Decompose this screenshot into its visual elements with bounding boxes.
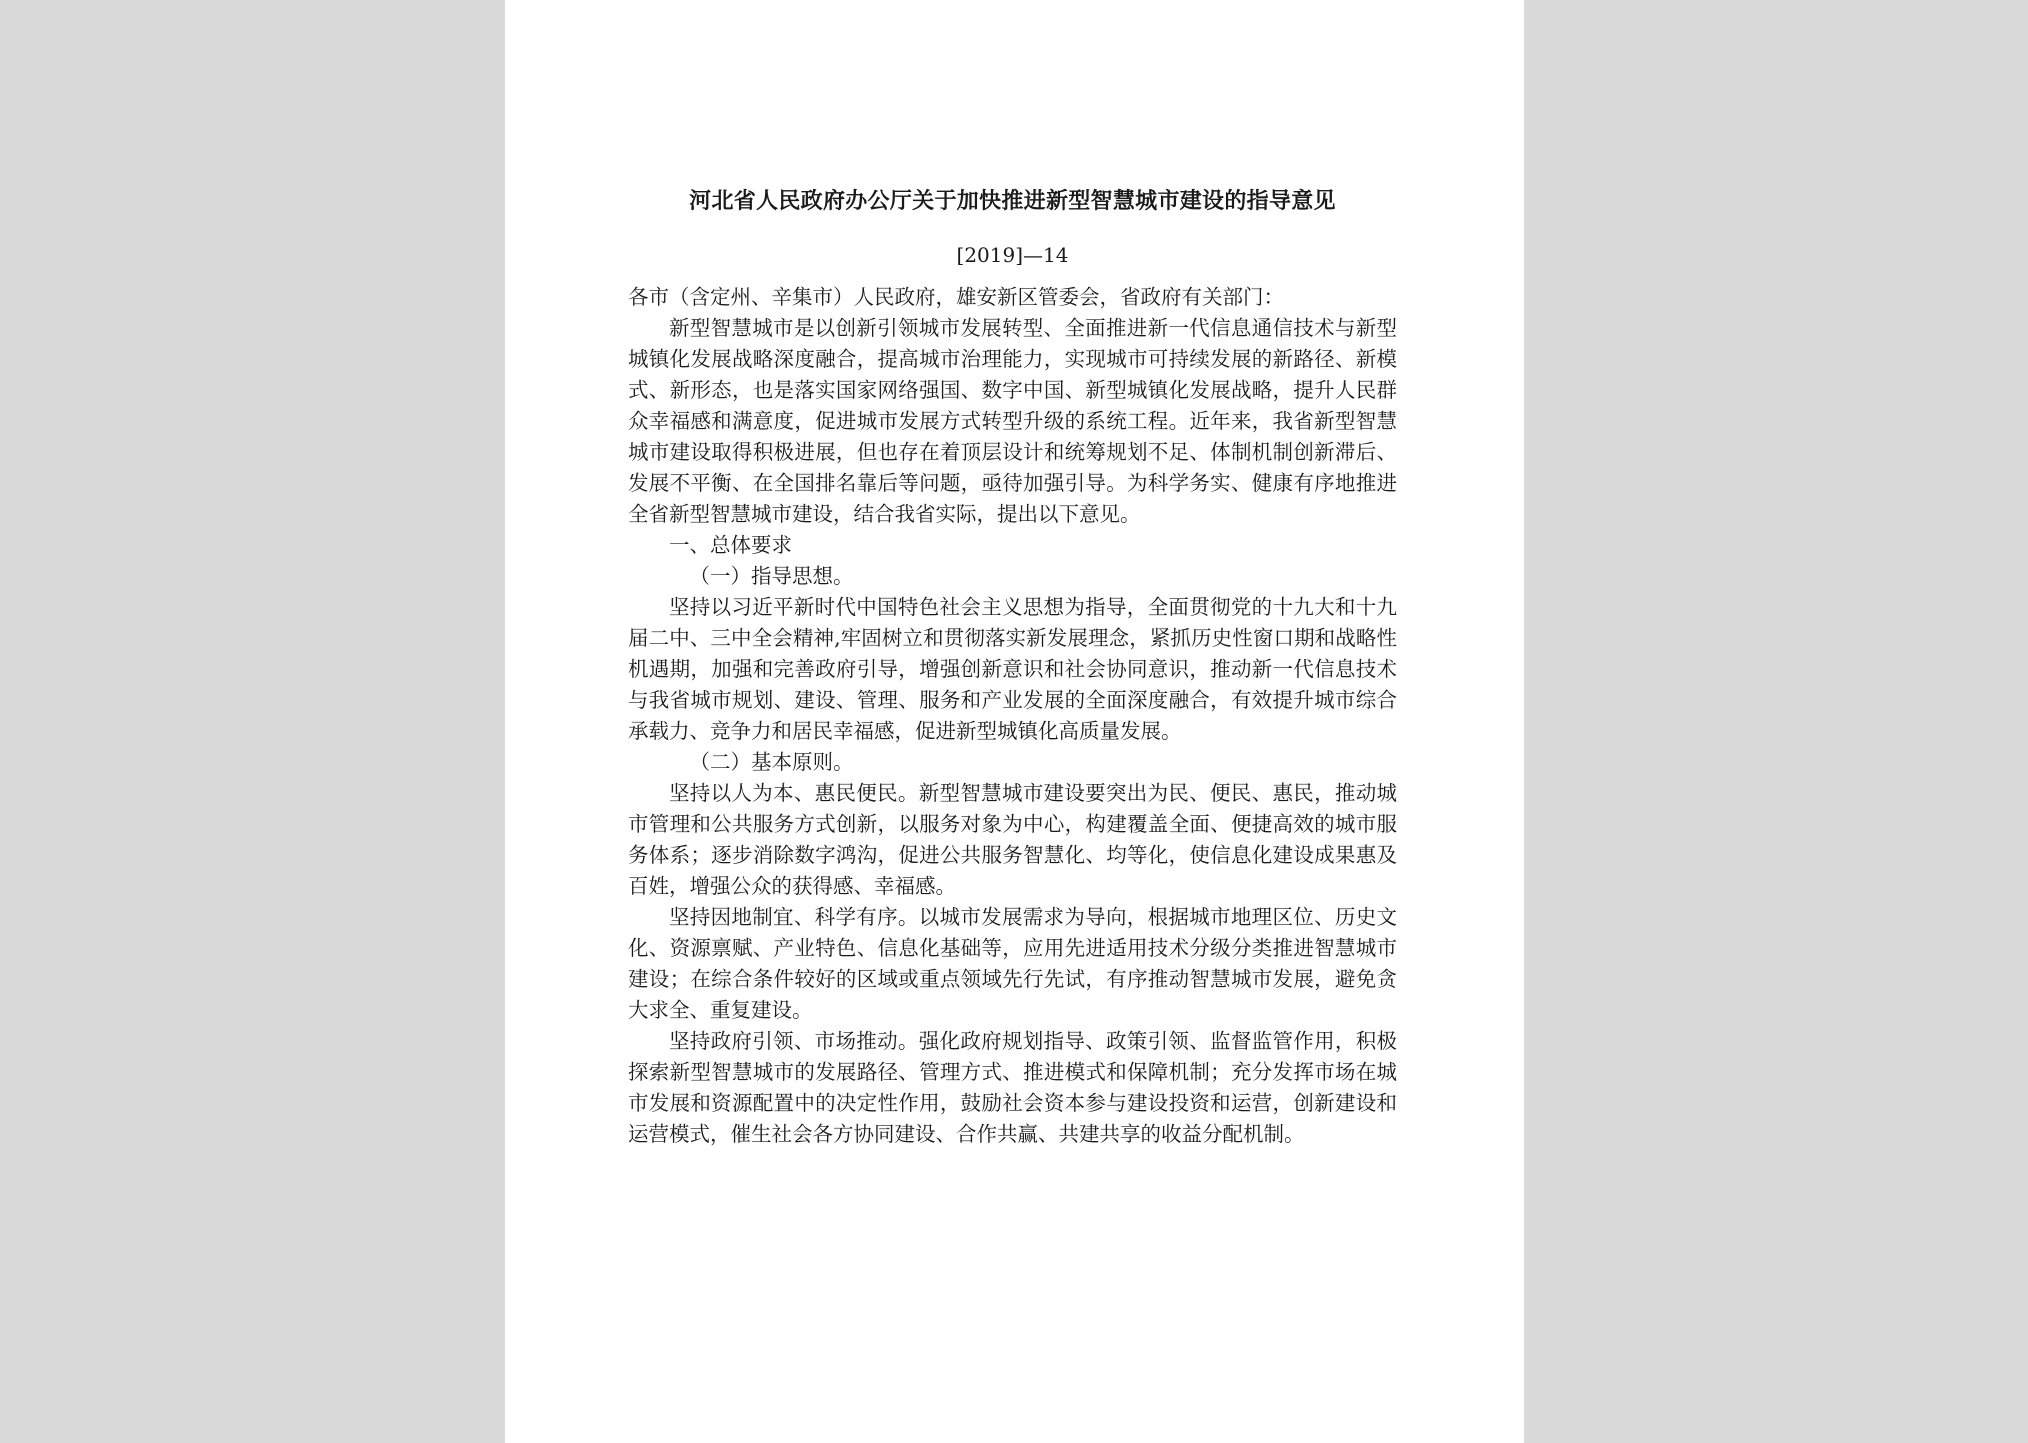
guiding-ideology-paragraph: 坚持以习近平新时代中国特色社会主义思想为指导，全面贯彻党的十九大和十九届二中、三中全会精神,牢固树立和贯彻落实新发展理念，紧抓历史性窗口期和战略性机遇期，加强和完善政府引导，增强创新意识和社会协同意识，推动新一代信息技术与我省城市规划、建设、管理、服务和产业发展的全面深度融合，有效提升城市综合承载力、竞争力和居民幸福感，促进新型城镇化高质量发展。 [628, 595, 1397, 743]
document-title: 河北省人民政府办公厅关于加快推进新型智慧城市建设的指导意见 [689, 188, 1336, 214]
principle-paragraph-government-guidance: 坚持政府引领、市场推动。强化政府规划指导、政策引领、监督监管作用，积极探索新型智慧城市的发展路径、管理方式、推进模式和保障机制；充分发挥市场在城市发展和资源配置中的决定性作用，鼓励社会资本参与建设投资和运营，创新建设和运营模式，催生社会各方协同建设、合作共赢、共建共享的收益分配机制。 [628, 1029, 1397, 1146]
addressee-line: 各市（含定州、辛集市）人民政府，雄安新区管委会，省政府有关部门： [628, 285, 1284, 309]
document-page [505, 0, 1524, 1443]
subsection-heading-basic-principles: （二）基本原则。 [689, 750, 854, 774]
principle-paragraph-people-oriented: 坚持以人为本、惠民便民。新型智慧城市建设要突出为民、便民、惠民，推动城市管理和公共服务方式创新，以服务对象为中心，构建覆盖全面、便捷高效的城市服务体系；逐步消除数字鸿沟，促进公共服务智慧化、均等化，使信息化建设成果惠及百姓，增强公众的获得感、幸福感。 [628, 781, 1397, 898]
subsection-heading-guiding-ideology: （一）指导思想。 [689, 564, 854, 588]
intro-paragraph: 新型智慧城市是以创新引领城市发展转型、全面推进新一代信息通信技术与新型城镇化发展战略深度融合，提高城市治理能力，实现城市可持续发展的新路径、新模式、新形态，也是落实国家网络强国、数字中国、新型城镇化发展战略，提升人民群众幸福感和满意度，促进城市发展方式转型升级的系统工程。近年来，我省新型智慧城市建设取得积极进展，但也存在着顶层设计和统筹规划不足、体制机制创新滞后、发展不平衡、在全国排名靠后等问题，亟待加强引导。为科学务实、健康有序地推进全省新型智慧城市建设，结合我省实际，提出以下意见。 [628, 316, 1397, 526]
document-number: [2019]—14 [956, 243, 1069, 267]
section-heading-general-requirements: 一、总体要求 [669, 533, 792, 557]
document-content [628, 184, 1397, 1150]
principle-paragraph-local-conditions: 坚持因地制宜、科学有序。以城市发展需求为导向，根据城市地理区位、历史文化、资源禀赋、产业特色、信息化基础等，应用先进适用技术分级分类推进智慧城市建设；在综合条件较好的区域或重点领域先行先试，有序推动智慧城市发展，避免贪大求全、重复建设。 [628, 905, 1397, 1022]
